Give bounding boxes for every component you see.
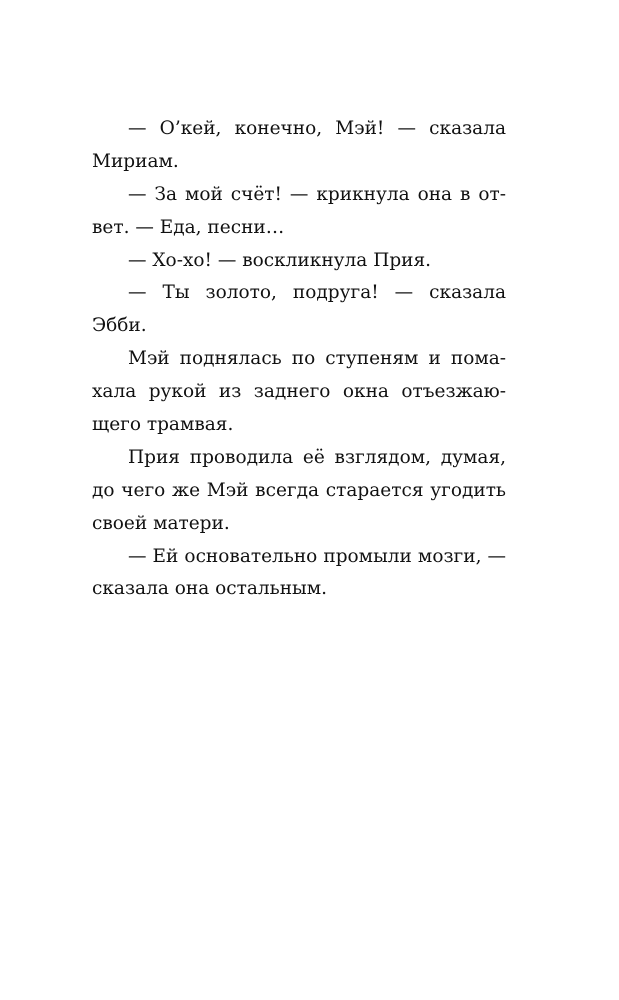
text-line: Эбби.: [92, 315, 147, 337]
text-line: — Ты золото, подруга! — сказала: [128, 282, 506, 304]
text-line: вет. — Еда, песни…: [92, 216, 285, 238]
text-line: — Хо-хо! — воскликнула Прия.: [128, 249, 432, 271]
text-line: щего трамвая.: [92, 414, 234, 436]
text-line: своей матери.: [92, 512, 230, 534]
text-line: — О’кей, конечно, Мэй! — сказала: [128, 118, 506, 139]
text-line: — Ей основательно промыли мозги, —: [128, 545, 506, 567]
text-line: — За мой счёт! — крикнула она в от-: [128, 183, 506, 205]
text-line: до чего же Мэй всегда старается угодить: [92, 479, 506, 501]
text-line: Мириам.: [92, 150, 179, 172]
text-line: хала рукой из заднего окна отъезжаю-: [92, 381, 506, 403]
text-line: Прия проводила её взглядом, думая,: [128, 446, 506, 468]
text-line: Мэй поднялась по ступеням и пома-: [128, 348, 506, 370]
body-text: [92, 113, 506, 606]
text-line: сказала она остальным.: [92, 578, 328, 600]
